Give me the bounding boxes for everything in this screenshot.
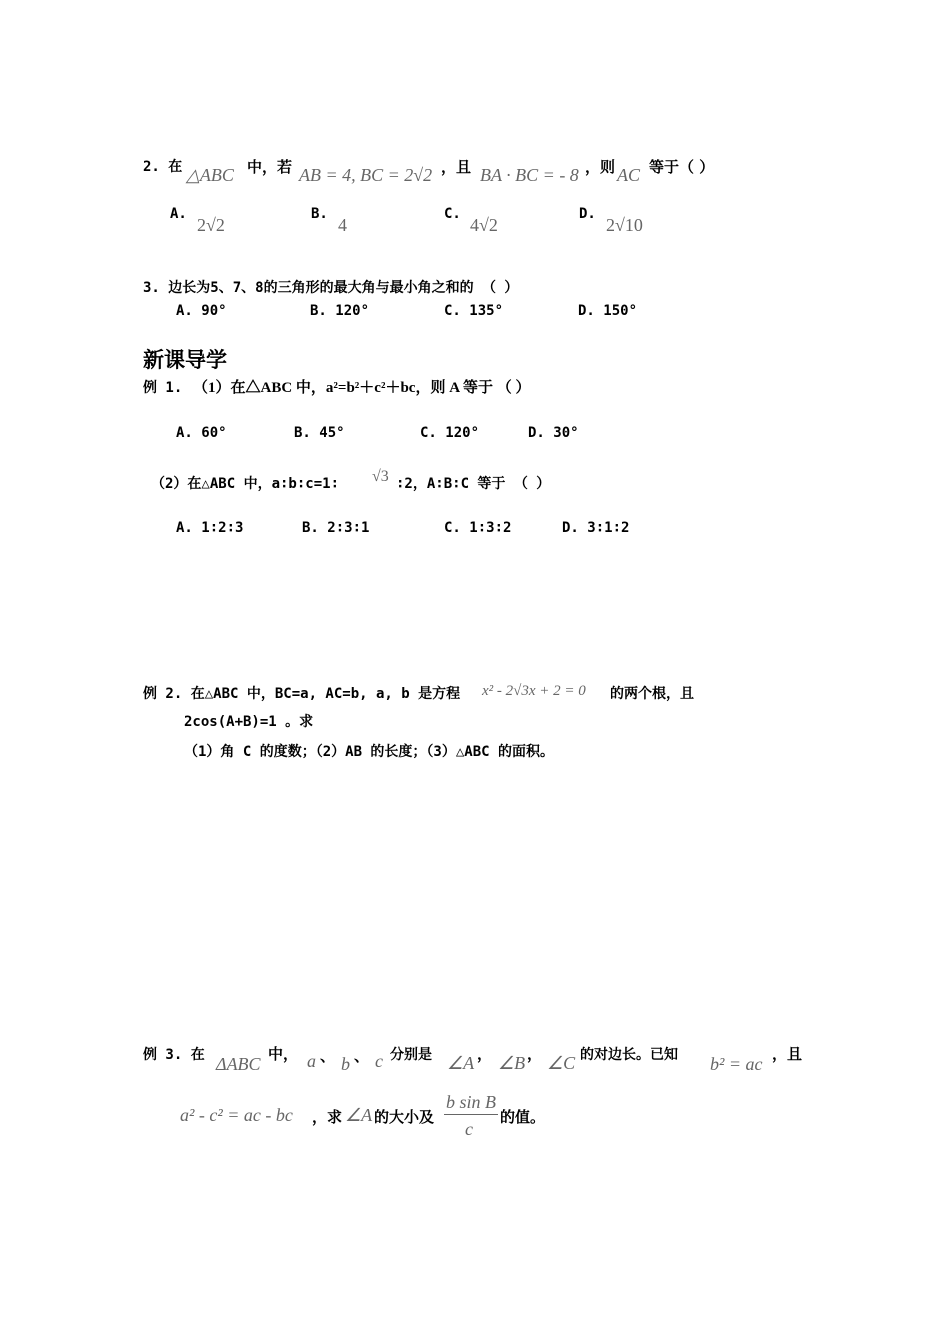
ex3-frac-bar (444, 1114, 498, 1115)
ex3-t6: 的大小及 (374, 1108, 435, 1126)
ex3-angA: ∠A (447, 1053, 475, 1073)
ex3-frac-numerator: b sin B (446, 1092, 497, 1112)
ex3-label: 例 3. 在 (143, 1047, 205, 1063)
ex1-part1: （1）在△ABC 中，a²=b²＋c²＋bc，则 A 等于 （ ） (193, 380, 531, 396)
ex2-line1-suffix: 的两个根，且 (610, 686, 694, 702)
q3-option: B. 120° (310, 303, 370, 319)
q3-text: 3. 边长为5、7、8的三角形的最大角与最小角之和的 （ ） (143, 280, 519, 296)
ex3-t5: ，求 (312, 1108, 343, 1126)
q2-cond1: AB = 4, BC = 2√2 (299, 165, 433, 185)
ex1-option: B. 2∶3∶1 (302, 520, 370, 536)
ex3-sep1: 、 (320, 1047, 336, 1065)
ex3-triangle: ΔABC (216, 1054, 261, 1074)
ex3-sep2: 、 (354, 1047, 370, 1065)
q2-suffix: 等于（ ） (649, 158, 715, 176)
q2-mid2: ，且 (441, 158, 472, 176)
q2-option-value: 4√2 (470, 215, 498, 235)
ex3-t4: ，且 (772, 1045, 803, 1063)
ex3-c: c (375, 1051, 383, 1071)
ex3-comma2: ， (527, 1045, 543, 1063)
section-title: 新课导学 (143, 348, 227, 372)
ex2-equation: x² - 2√3x + 2 = 0 (482, 683, 586, 699)
ex3-comma1: ， (477, 1045, 493, 1063)
ex1-part2-suffix: ∶2，A∶B∶C 等于 （ ） (396, 476, 551, 492)
ex3-angB: ∠B (498, 1053, 526, 1073)
ex1-part2-root: √3 (372, 468, 389, 485)
q2-cond2: BA · BC = - 8 (480, 165, 579, 185)
q2-option-letter: C. (444, 206, 461, 222)
q2-mid3: ，则 (585, 158, 616, 176)
q3-option: D. 150° (578, 303, 638, 319)
ex3-cond1: b² = ac (710, 1054, 763, 1074)
ex2-line2: 2cos(A+B)=1 。求 (184, 714, 314, 730)
ex3-t7: 的值。 (500, 1108, 546, 1126)
ex2-line1-prefix: 例 2. 在△ABC 中，BC=a, AC=b, a, b 是方程 (143, 686, 461, 702)
q3-option: C. 135° (444, 303, 504, 319)
q2-mid1: 中，若 (247, 158, 293, 176)
q2-target: AC (617, 165, 641, 185)
ex3-t3: 的对边长。已知 (580, 1047, 678, 1063)
ex3-angA2: ∠A (345, 1105, 373, 1125)
ex1-option: D. 3∶1∶2 (562, 520, 630, 536)
q2-option-letter: B. (311, 206, 328, 222)
ex1-option: A. 60° (176, 425, 227, 441)
ex1-option: B. 45° (294, 425, 345, 441)
ex3-b: b (341, 1054, 350, 1074)
ex3-a: a (307, 1051, 316, 1071)
ex3-angC: ∠C (547, 1053, 576, 1073)
q3-option: A. 90° (176, 303, 227, 319)
q2-option-value: 2√10 (606, 215, 643, 235)
ex2-line3: （1）角 C 的度数；（2）AB 的长度；（3）△ABC 的面积。 (184, 744, 555, 760)
q2-prefix: 2. 在 (143, 159, 183, 175)
ex1-part2-prefix: （2）在△ABC 中，a∶b∶c=1∶ (151, 476, 340, 492)
ex1-option: A. 1∶2∶3 (176, 520, 244, 536)
q2-triangle: △ABC (186, 165, 234, 185)
ex3-cond2: a² - c² = ac - bc (180, 1105, 293, 1125)
ex1-option: C. 1∶3∶2 (444, 520, 512, 536)
ex1-option: D. 30° (528, 425, 579, 441)
ex1-option: C. 120° (420, 425, 480, 441)
q2-option-letter: D. (579, 206, 596, 222)
ex3-t2: 分别是 (390, 1047, 432, 1063)
ex3-t1: 中， (268, 1045, 299, 1063)
q2-option-value: 4 (338, 215, 347, 235)
ex1-label: 例 1. (143, 380, 183, 396)
q2-option-value: 2√2 (197, 215, 225, 235)
q2-option-letter: A. (170, 206, 187, 222)
ex3-frac-denominator: c (465, 1119, 473, 1139)
